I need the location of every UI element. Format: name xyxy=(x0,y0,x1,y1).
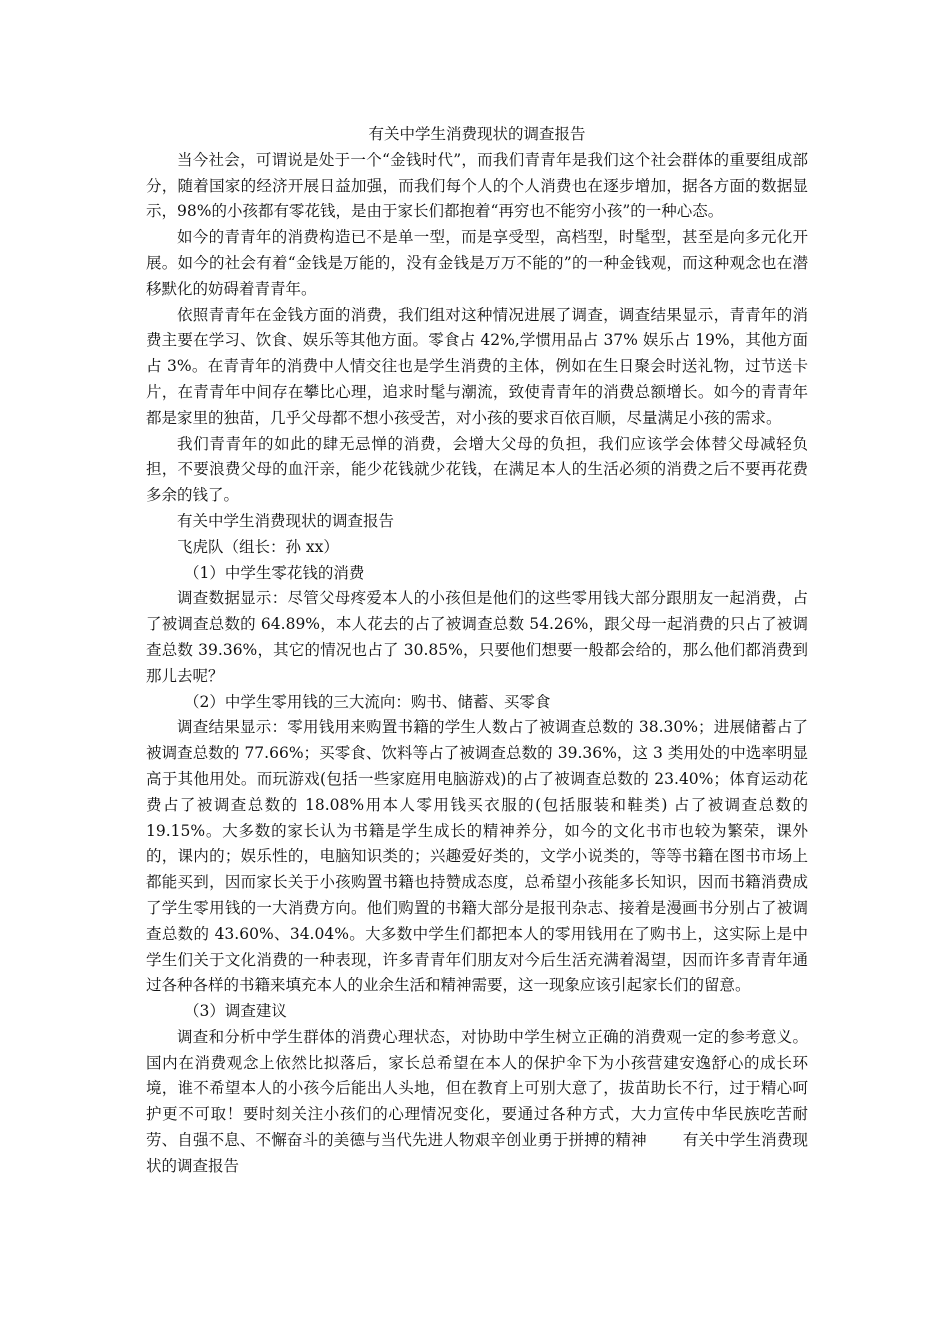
document-title: 有关中学生消费现状的调查报告 xyxy=(368,125,586,143)
section2-heading: （2）中学生零用钱的三大流向：购书、储蓄、买零食 xyxy=(184,692,551,711)
section3-trailing-title: 有关中学生消费现状的调查报告 xyxy=(146,1131,808,1175)
section3-body xyxy=(146,1025,808,1180)
paragraph-survey-results: 依照青青年在金钱方面的消费，我们组对这种情况进展了调查，调查结果显示，青青年的消费主要在学习、饮食、娱乐等其他方面。零食占 42%,学惯用品占 37% 娱乐占 19%，其他方面占 3%。在青青年的消费中人情交往也是学生消费的主体，例如在生日聚会时送礼物，过节送卡片，在青青年中间存在攀比心理，追求时髦与潮流，致使青青年的消费总额增长。如今的青青年都是家里的独苗，几乎父母都不想小孩受苦，对小孩的要求百依百顺，尽量满足小孩的需求。 xyxy=(146,305,808,427)
section2-body: 调查结果显示：零用钱用来购置书籍的学生人数占了被调查总数的 38.30%；进展储蓄占了被调查总数的 77.66%；买零食、饮料等占了被调查总数的 39.36%，这 3 类用处的中选率明显高于其他用处。而玩游戏(包括一些家庭用电脑游戏)的占了被调查总数的 23.40%；体育运动花费占了被调查总数的 18.08%用本人零用钱买衣服的(包括服装和鞋类) 占了被调查总数的 19.15%。大多数的家长认为书籍是学生成长的精神养分，如今的文化书市也较为繁荣，课外的，课内的；娱乐性的，电脑知识类的；兴趣爱好类的，文学小说类的，等等书籍在图书市场上都能买到，因而家长关于小孩购置书籍也持赞成态度，总希望小孩能多长知识，因而书籍消费成了学生零用钱的一大消费方向。他们购置的书籍大部分是报刊杂志、接着是漫画书分别占了被调查总数的 43.60%、34.04%。大多数中学生们都把本人的零用钱用在了购书上，这实际上是中学生们关于文化消费的一种表现，许多青青年们朋友对今后生活充满着渴望，因而许多青青年通过各种各样的书籍来填充本人的业余生活和精神需要，这一现象应该引起家长们的留意。 xyxy=(146,718,808,995)
document-page xyxy=(146,122,808,1180)
report-subtitle: 有关中学生消费现状的调查报告 xyxy=(177,511,395,530)
section1-body: 调查数据显示：尽管父母疼爱本人的小孩但是他们的这些零用钱大部分跟朋友一起消费，占了被调查总数的 64.89%，本人花去的占了被调查总数 54.26%，跟父母一起消费的只占了被调查总数 39.36%，其它的情况也占了 30.85%，只要他们想要一般都会给的，那么他们都消费到那儿去呢？ xyxy=(146,589,808,685)
paragraph-intro: 当今社会，可谓说是处于一个“金钱时代”，而我们青青年是我们这个社会群体的重要组成部分，随着国家的经济开展日益加强，而我们每个人的个人消费也在逐步增加，据各方面的数据显示，98%的小孩都有零花钱，是由于家长们都抱着“再穷也不能穷小孩”的一种心态。 xyxy=(146,150,808,221)
section1-heading: （1）中学生零花钱的消费 xyxy=(184,563,365,582)
paragraph-conclusion: 我们青青年的如此的肆无忌惮的消费，会增大父母的负担，我们应该学会体替父母减轻负担，不要浪费父母的血汗亲，能少花钱就少花钱，在满足本人的生活必须的消费之后不要再花费多余的钱了。 xyxy=(146,434,808,505)
paragraph-consumption-structure: 如今的青青年的消费构造已不是单一型，而是享受型，高档型，时髦型，甚至是向多元化开展。如今的社会有着“金钱是万能的，没有金钱是万万不能的”的一种金钱观，而这种观念也在潜移默化的妨碍着青青年。 xyxy=(146,228,808,298)
section3-heading: （3）调查建议 xyxy=(184,1002,287,1021)
section3-body-text: 调查和分析中学生群体的消费心理状态，对协助中学生树立正确的消费观一定的参考意义。国内在消费观念上依然比拟落后，家长总希望在本人的保护伞下为小孩营建安逸舒心的成长环境，谁不希望本人的小孩今后能出人头地，但在教育上可别大意了，拔苗助长不行，过于精心呵护更不可取！要时刻关注小孩们的心理情况变化，要通过各种方式，大力宣传中华民族吃苦耐劳、自强不息、不懈奋斗的美德与当代先进人物艰辛创业勇于拼搏的精神 xyxy=(146,1027,808,1150)
team-line: 飞虎队（组长：孙 xx） xyxy=(177,537,339,556)
